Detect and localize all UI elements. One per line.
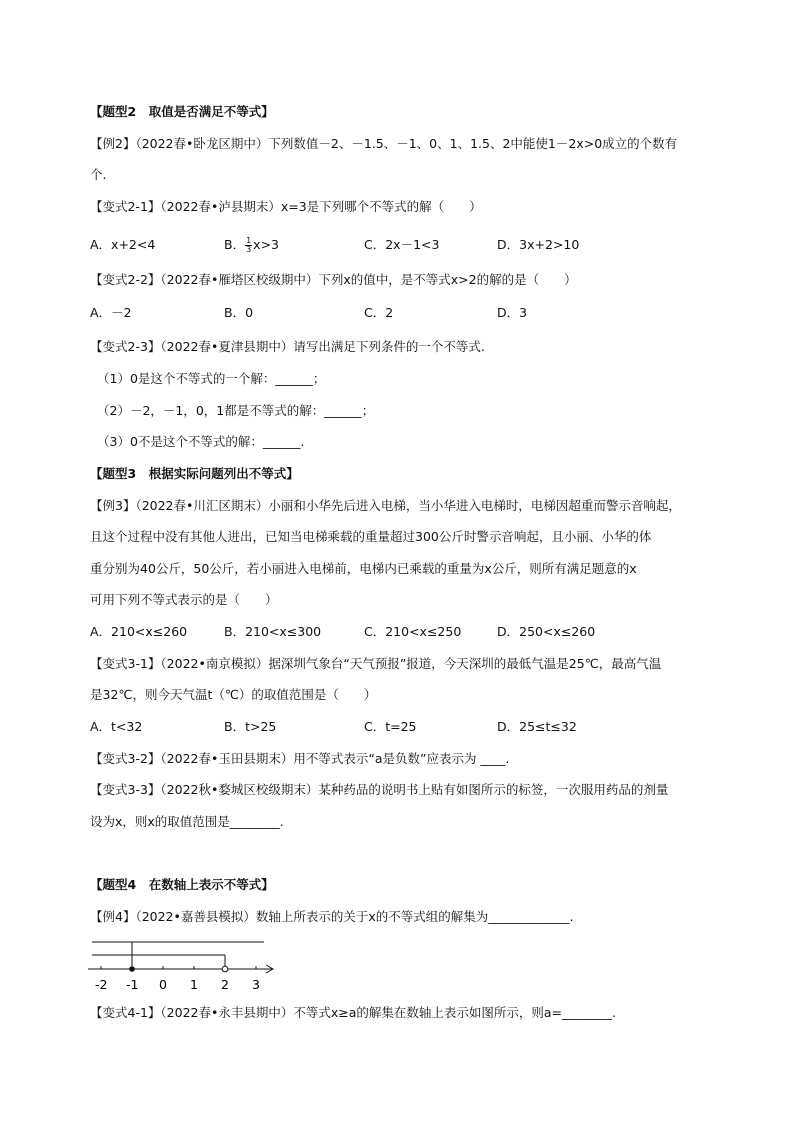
tick-label: 3 [252, 977, 260, 992]
variant3-3-line2: 设为x，则x的取值范围是________. [90, 814, 284, 829]
variant3-1-option-b: B．t>25 [224, 719, 277, 734]
variant2-1-option-a: A．x+2<4 [90, 237, 156, 252]
variant2-1-option-c: C．2x－1<3 [364, 237, 440, 252]
tick-label: 2 [221, 977, 229, 992]
example3-line1: 【例3】（2022春•川汇区期末）小丽和小华先后进入电梯，当小华进入电梯时，电梯因超重而警示音响起， [90, 498, 681, 513]
variant2-3-stem: 【变式2-3】（2022春•夏津县期中）请写出满足下列条件的一个不等式. [90, 339, 485, 354]
tick-label: 1 [190, 977, 198, 992]
example3-option-b: B．210<x≤300 [224, 624, 322, 639]
variant2-2-option-b: B．0 [224, 305, 254, 320]
example2-line2: 个. [90, 167, 107, 182]
closed-point-minus-one [129, 966, 135, 972]
variant2-1-option-b [224, 236, 279, 254]
tick-label: -2 [95, 977, 108, 992]
variant3-3-line1: 【变式3-3】（2022秋•婺城区校级期末）某种药品的说明书上贴有如图所示的标签，一次服用药品的剂量 [90, 782, 669, 797]
variant3-1-line2: 是32℃，则今天气温t（℃）的取值范围是（ ） [90, 687, 377, 702]
option-b-expr: x>3 [253, 237, 279, 252]
variant3-2: 【变式3-2】（2022春•玉田县期末）用不等式表示“a是负数”应表示为 ____. [90, 751, 510, 766]
example3-option-c: C．210<x≤250 [364, 624, 462, 639]
variant2-2-option-d: D．3 [497, 305, 528, 320]
example4: 【例4】（2022•嘉善县模拟）数轴上所表示的关于x的不等式组的解集为_____________. [90, 909, 574, 924]
tick-label: -1 [126, 977, 139, 992]
fraction-one-third: $\frac{1}{3}$ [246, 236, 252, 254]
variant3-1-option-d: D．25≤t≤32 [497, 719, 577, 734]
type4-heading: 【题型4 在数轴上表示不等式】 [90, 877, 274, 892]
option-b-label: B． [224, 237, 246, 252]
variant2-3-item1: （1）0是这个不等式的一个解：______； [97, 371, 326, 386]
example2-line1: 【例2】（2022春•卧龙区期中）下列数值－2、－1.5、－1、0、1、1.5、2中能使1－2x>0成立的个数有 [90, 136, 678, 151]
type2-heading: 【题型2 取值是否满足不等式】 [90, 104, 274, 119]
variant3-1-option-a: A．t<32 [90, 719, 143, 734]
number-line-figure [84, 935, 284, 997]
example3-line2: 且这个过程中没有其他人进出，已知当电梯乘载的重量超过300公斤时警示音响起，且小丽、小华的体 [90, 529, 652, 544]
variant3-1-option-c: C．t=25 [364, 719, 417, 734]
example3-line4: 可用下列不等式表示的是（ ） [90, 592, 278, 607]
variant4-1: 【变式4-1】（2022春•永丰县期中）不等式x≥a的解集在数轴上表示如图所示，则a=________. [90, 1005, 616, 1020]
variant2-1-stem: 【变式2-1】（2022春•泸县期末）x=3是下列哪个不等式的解（ ） [90, 199, 482, 214]
example3-option-a: A．210<x≤260 [90, 624, 188, 639]
open-point-two [222, 966, 228, 972]
variant2-1-option-d: D．3x+2>10 [497, 237, 580, 252]
variant2-3-item3: （3）0不是这个不等式的解：______. [97, 434, 305, 449]
example3-option-d: D．250<x≤260 [497, 624, 596, 639]
variant2-3-item2: （2）－2，－1，0，1都是不等式的解：______； [97, 403, 375, 418]
variant3-1-line1: 【变式3-1】（2022•南京模拟）据深圳气象台“天气预报”报道，今天深圳的最低气温是25℃，最高气温 [90, 656, 662, 671]
variant2-2-option-a: A．－2 [90, 305, 132, 320]
tick-label: 0 [159, 977, 167, 992]
type3-heading: 【题型3 根据实际问题列出不等式】 [90, 466, 299, 481]
variant2-2-stem: 【变式2-2】（2022春•雁塔区校级期中）下列x的值中，是不等式x>2的解的是（ ） [90, 272, 577, 287]
variant2-2-option-c: C．2 [364, 305, 394, 320]
example3-line3: 重分别为40公斤，50公斤，若小丽进入电梯前，电梯内已乘载的重量为x公斤，则所有满足题意的x [90, 561, 637, 576]
